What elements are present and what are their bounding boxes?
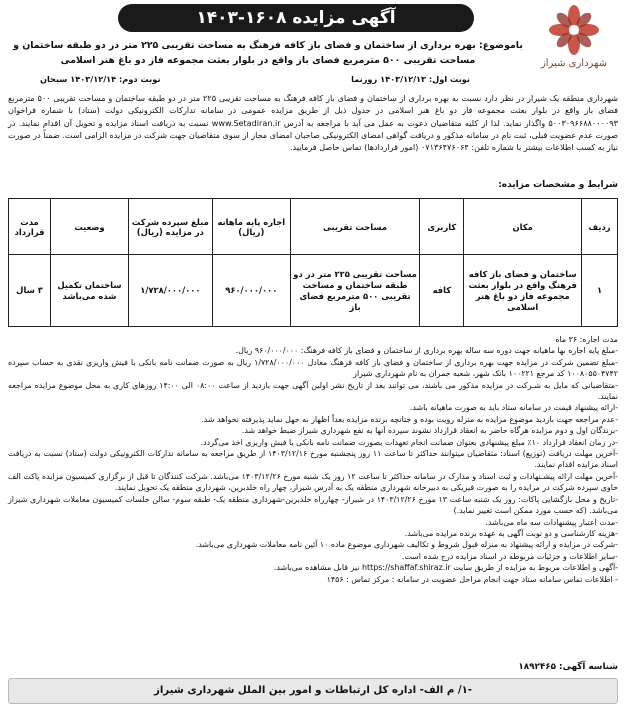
header-base-rent: اجاره پایه ماهانه (ریال) xyxy=(212,199,290,255)
municipality-logo xyxy=(528,4,620,80)
header-area: مساحت تقریبی xyxy=(290,199,420,255)
header-row-number: ردیف xyxy=(582,199,618,255)
list-item: -هزینه کارشناسی و دو نوبت آگهی به عهده برنده مزایده می‌باشد. xyxy=(404,528,618,538)
cell-base-rent: ۹۶۰/۰۰۰/۰۰۰ xyxy=(212,255,290,327)
cell-deposit: ۱/۷۲۸/۰۰۰/۰۰۰ xyxy=(128,255,212,327)
first-publication-date: نوبت اول: ۱۴۰۳/۱۲/۱۳ روزنما xyxy=(351,74,470,84)
list-item: -برندگان اول و دوم مزایده هرگاه حاضر به انعقاد قرارداد نشوند سپرده آنها به نفع شهرداری شیراز ضبط خواهد شد. xyxy=(241,426,618,436)
cell-use: کافه xyxy=(420,255,464,327)
header-deposit: مبلغ سپرده شرکت در مزایده (ریال) xyxy=(128,199,212,255)
header-status: وضعیت xyxy=(51,199,129,255)
list-item: -شرکت در مزایده و ارائه پیشنهاد به منزله قبول شروط و تکالیف شهرداری موضوع ماده ۱۰ آئین نامه معاملات شهرداری می‌باشد. xyxy=(195,540,618,550)
notice-id: شناسه آگهی: ۱۸۹۲۴۶۵ xyxy=(518,662,618,672)
publisher-signature: -۱/ م الف- اداره کل ارتباطات و امور بین الملل شهرداری شیراز xyxy=(8,678,618,704)
auction-specs-table xyxy=(8,198,618,327)
list-item: -مبلغ تضمین شرکت در مزایده جهت بهره برداری از ساختمان و فضای باز کافه فرهنگ معادل ۱/۷۲۸/۰۰۰/۰۰۰ ریال به صورت ضمانت نامه بانکی یا فیش واریزی نقدی به حساب سپرده ۱۰۰۸۰۵۵۰۴۷۴۲ کد مرجع ۱۰۰۲۲۱ بانک شهر، شعبه جمران به نام شهرداری شیراز xyxy=(8,357,618,379)
list-item: -در زمان انعقاد قرارداد ۱۰٪ مبلغ پیشنهادی بعنوان ضمانت انجام تعهدات بصورت ضمانت نامه بانکی یا فیش واریزی اخذ می‌گردد. xyxy=(200,437,618,447)
cell-area: مساحت تقریبی ۲۲۵ متر در دو طبقه ساختمان و مساحت تقریبی ۵۰۰ مترمربع فضای باز xyxy=(290,255,420,327)
cell-place: ساختمان و فضای باز کافه فرهنگ واقع در بلوار بعثت مجموعه فاز دو باغ هنر اسلامی xyxy=(464,255,582,327)
list-item: -تاریخ و محل بازگشایی پاکات: روز یک شنبه ساعت ۱۳ مورخ ۱۴۰۳/۱۲/۲۶ در شیراز- چهارراه خلدبرین-شهرداری منطقه یک- طبقه سوم- سالن جلسات کمیسیون معاملات شهرداری شیراز می‌باشد. (که حسب مورد ممکن است تغییر نماید.) xyxy=(8,494,618,516)
cell-status: ساختمان تکمیل شده می‌باشد xyxy=(51,255,129,327)
list-item: -عدم مراجعه جهت بازدید موضوع مزایده به منزله رویت بوده و جتانچه برنده مزایده بعداً اظهار به جهل نماید پذیرفته نخواهد شد. xyxy=(201,414,618,424)
cell-duration: ۳ سال xyxy=(9,255,51,327)
list-item: -ارائه پیشنهاد قیمت در سامانه ستاد باید به صورت ماهیانه باشد. xyxy=(409,403,618,413)
publication-dates xyxy=(40,74,470,88)
section-title: شرایط و مشخصات مزایده: xyxy=(498,180,618,190)
list-item: -متقاضیانی که مایل به شـرکت در مزایده مذکور می باشند، می توانند بعد از تاریخ نشر اولین آگهی جهت بازدید از ساعت ۰۸:۰۰ الی ۱۴:۰۰ روزهای کاری به محل موضوع مزایده مراجعه نمایند. xyxy=(8,380,618,402)
header-duration: مدت قرارداد xyxy=(9,199,51,255)
list-item: -مبلغ پایه اجاره بها ماهیانه جهت دوره سه ساله بهره برداری از ساختمان و فضای باز کافه فرهنگ: ۹۶۰/۰۰۰/۰۰۰ ریال. xyxy=(235,346,618,356)
conditions-list xyxy=(8,334,618,585)
list-item: -مدت اعتبار پیشنهادات سه ماه می‌باشد. xyxy=(485,517,618,527)
list-item: -آخرین مهلت ارائه پیشـنهادات و ثبت اسناد و مدارک در سامانه حداکثر تا ساعت ۱۲ روز یک شنبه مورخ ۱۴۰۳/۱۲/۲۶ می‌باشد. شرکت کنندگان تا قبل از برگزاری کمیسیون مزایده پاکت الف حاوی سپرده شرکت در مزایده را به صورت فیزیکی به دبیرخانه شهرداری منطقه یک به آدرس شیراز، چهار راه خلدبرین، شهرداری منطقه یک تحویل نمایند. xyxy=(8,471,618,493)
list-item: مدت اجاره: ۳۶ ماه xyxy=(555,335,618,344)
list-item: -آگهی و اطلاعات مربوط به مزایده از طریق سایت https://shaffaf.shiraz.ir نیز قابل مشاهده می‌باشد. xyxy=(273,563,618,573)
table-row xyxy=(9,255,618,327)
table-header-row xyxy=(9,199,618,255)
header-use: کاربری xyxy=(420,199,464,255)
list-item: - اطلاعات تماس سامانه ستاد جهت انجام مراحل عضویت در سامانه : مرکز تماس : ۱۴۵۶ xyxy=(326,574,618,584)
list-item: -سایر اطلاعات و جزئیات مربوطه در اسناد مزایده درج شده است. xyxy=(401,551,618,561)
notice-title: آگهی مزایده ۱۶۰۸-۱۴۰۳ xyxy=(118,4,474,32)
cell-row-number: ۱ xyxy=(582,255,618,327)
second-publication-date: نوبت دوم: ۱۴۰۳/۱۲/۱۴ سبحان xyxy=(40,74,161,84)
logo-text: شهرداری شیراز xyxy=(540,58,608,69)
header-place: مکان xyxy=(464,199,582,255)
notice-subject: باموضوع: بهره برداری از ساختمان و فضای باز کافه فرهنگ به مساحت تقریبی ۲۲۵ متر در دو طبقه ساختمان و مساحت تقریبی ۵۰۰ مترمربع فضای باز واقع در بلوار بعثت مجموعه فاز دو باغ هنر اسلامی xyxy=(13,40,523,66)
list-item: -آخرین مهلت دریافت (توزیع) اسناد: متقاضیان میتوانند حداکثر تا ساعت ۱۱ روز پنجشنبه مورخ ۱۴۰۳/۱۲/۱۶ از طریق مراجعه به سامانه تدارکات الکترونیکی دولت (ستاد) نسبت به دریافت اسناد مزایده اقدام نمایند. xyxy=(8,449,619,470)
flower-emblem-icon xyxy=(548,4,600,56)
intro-paragraph: شهرداری منطقه یک شیراز در نظر دارد نسبت به بهره برداری از ساختمان و فضای باز کافه فرهنگ به مساحت تقریبی ۲۲۵ متر در دو طبقه ساختمان و مساحت تقریبی ۵۰۰ مترمربع فضای باز واقع در بلوار بعثت مجموعه فاز دو باغ هنر اسلامی در جدول ذیل از طریق مزایده عمومی در سامانه تدارکات الکترونیکی دولت (ستاد) با شماره فراخوان ۵۰۰۳۰۹۶۶۸۸۰۰۰۰۹۳ واگذار نماید. لذا از کلیه متقاضیان دعوت به عمل می آید با مراجعه به آدرس www.Setadiran.ir نسبت به دریافت اسناد مزایده و تحویل آن اقدام نمایند. در صورت عدم عضویت قبلی، ثبت نام در سامانه مذکور و دریافت گواهی امضای الکترونیکی صاحبان امضای مجاز از سوی متقاضیان جهت شرکت در مزایده الزامی است. ضمناً در صورت نیاز به کسب اطلاعات بیشتر با شماره تلفن: ۰۷۱۳۶۴۷۶۰۶۴ (امور قراردادها) تماس حاصل فرمایید. xyxy=(8,93,618,153)
